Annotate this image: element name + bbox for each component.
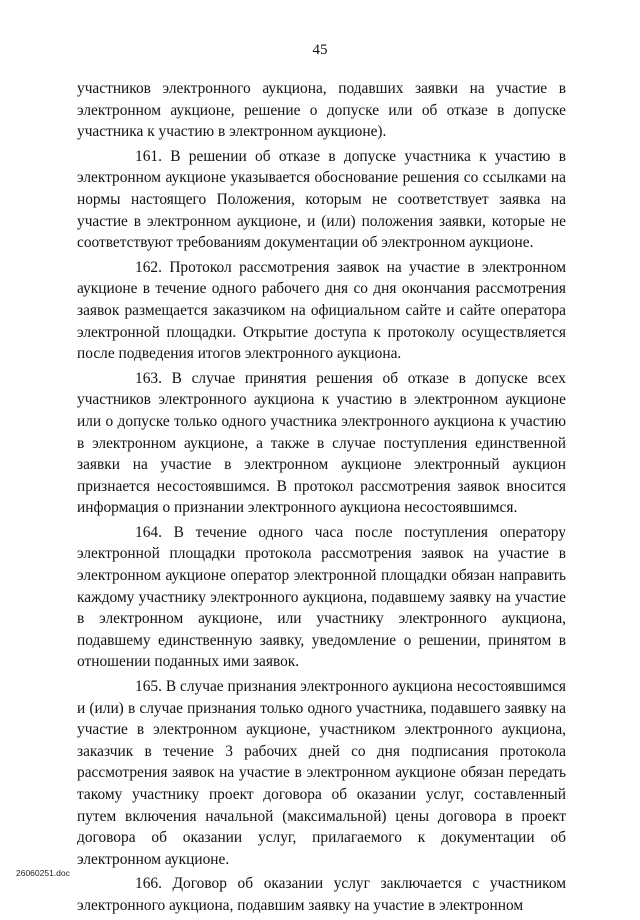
paragraph-165: 165. В случае признания электронного аукциона несостоявшимся и (или) в случае признания только одного участника, подавшего заявку на участие в электронном аукционе, участником электронного аукциона, заказчик в течение 3 рабочих дней со дня подписания протокола рассмотрения заявок на участие в электронном аукционе обязан передать такому участнику проект договора об оказании услуг, составленный путем включения начальной (максимальной) цены договора в проект договора об оказании услуг, прилагаемого к документации об электронном аукционе.	[77, 678, 566, 868]
document-body	[77, 78, 566, 920]
paragraph-162: 162. Протокол рассмотрения заявок на участие в электронном аукционе в течение одного рабочего дня со дня окончания рассмотрения заявок размещается заказчиком на официальном сайте и сайте оператора электронной площадки. Открытие доступа к протоколу осуществляется после подведения итогов электронного аукциона.	[77, 258, 566, 363]
paragraph-161: 161. В решении об отказе в допуске участника к участию в электронном аукционе указывается обоснование решения со ссылками на нормы настоящего Положения, которым не соответствует заявка на участие в электронном аукционе, и (или) положения заявки, которые не соответствуют требованиям документации об электронном аукционе.	[77, 147, 566, 252]
paragraph-166: 166. Договор об оказании услуг заключается с участником электронного аукциона, подавшим заявку на участие в электронном	[77, 875, 566, 914]
paragraph-164: 164. В течение одного часа после поступления оператору электронной площадки протокола рассмотрения заявок на участие в электронном аукционе оператор электронной площадки обязан направить каждому участнику электронного аукциона, подавшему заявку на участие в электронном аукционе, или участнику электронного аукциона, подавшему единственную заявку, уведомление о решении, принятом в отношении поданных ими заявок.	[77, 523, 566, 671]
paragraph-163: 163. В случае принятия решения об отказе в допуске всех участников электронного аукциона к участию в электронном аукционе или о допуске только одного участника электронного аукциона к участию в электронном аукционе, а также в случае поступления единственной заявки на участие в электронном аукционе электронный аукцион признается несостоявшимся. В протокол рассмотрения заявок вносится информация о признании электронного аукциона несостоявшимся.	[77, 369, 566, 517]
paragraph-continuation: участников электронного аукциона, подавших заявки на участие в электронном аукционе, решение о допуске или об отказе в допуске участника к участию в электронном аукционе).	[77, 80, 566, 141]
page-number: 45	[312, 42, 328, 58]
document-footer-filename: 26060251.doc	[16, 868, 70, 878]
